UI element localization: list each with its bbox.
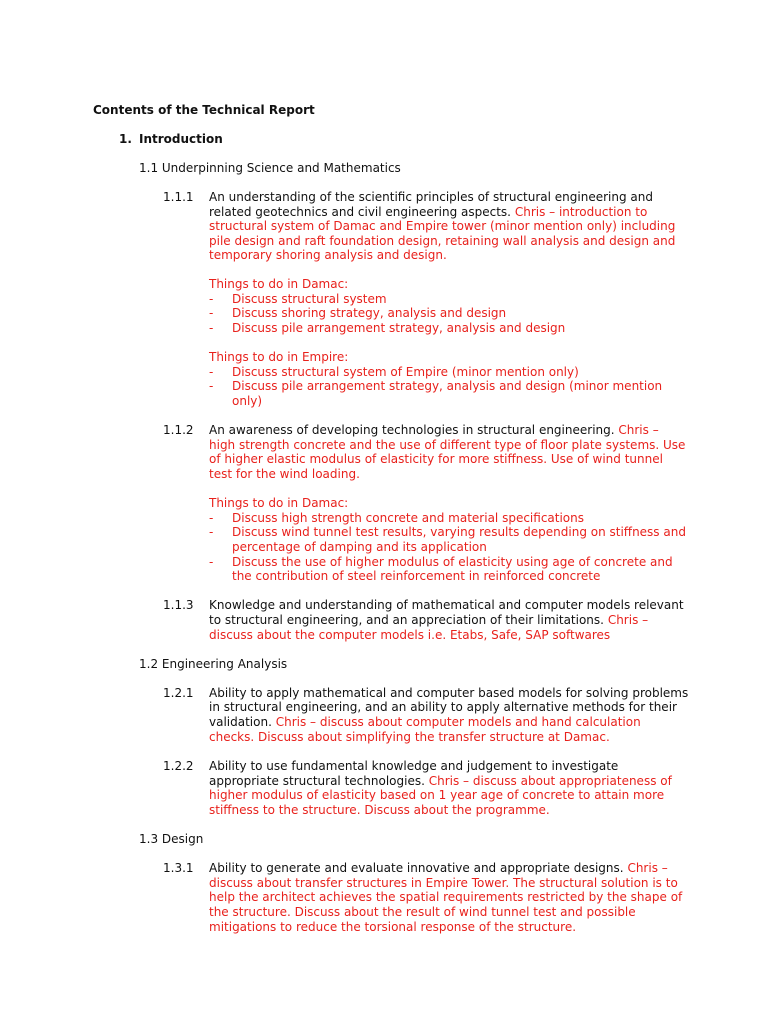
item-1-3-1-note-line: the structure. Discuss about the result of wind tunnel test and possible — [209, 905, 636, 919]
item-1-3-1-line — [209, 861, 668, 876]
item-1-2-2-number: 1.2.2 — [163, 759, 194, 773]
item-1-1-2-note: Chris – — [618, 423, 659, 437]
bullet-dash: - — [209, 511, 214, 525]
todo-item: Discuss pile arrangement strategy, analysis and design — [232, 321, 566, 335]
item-1-1-3-line — [209, 613, 648, 628]
item-1-2-1-line: Ability to apply mathematical and computer based models for solving problems — [209, 686, 689, 700]
subsection-1-2-heading: 1.2 Engineering Analysis — [139, 657, 288, 671]
bullet-dash: - — [209, 555, 214, 569]
item-1-3-1-note-line: mitigations to reduce the torsional response of the structure. — [209, 920, 577, 934]
item-1-1-3-text: to structural engineering, and an appreciation of their limitations. — [209, 613, 604, 627]
item-1-1-1-note-line: temporary shoring analysis and design. — [209, 248, 447, 262]
item-1-1-1-text: related geotechnics and civil engineering aspects. — [209, 205, 511, 219]
item-1-1-1-number: 1.1.1 — [163, 190, 194, 204]
damac-todo-heading: Things to do in Damac: — [209, 277, 349, 291]
item-1-2-2-line — [209, 774, 672, 789]
section-1-number: 1. — [119, 132, 132, 146]
item-1-1-2-number: 1.1.2 — [163, 423, 194, 437]
item-1-2-1-note-line: checks. Discuss about simplifying the transfer structure at Damac. — [209, 730, 610, 744]
item-1-2-2-note-line: higher modulus of elasticity based on 1 year age of concrete to attain more — [209, 788, 665, 802]
item-1-1-1-line: An understanding of the scientific principles of structural engineering and — [209, 190, 653, 204]
item-1-1-1-note-line: structural system of Damac and Empire tower (minor mention only) including — [209, 219, 676, 233]
subsection-1-3-heading: 1.3 Design — [139, 832, 204, 846]
item-1-3-1-note-line: discuss about transfer structures in Empire Tower. The structural solution is to — [209, 876, 678, 890]
item-1-1-1-note-line: pile design and raft foundation design, retaining wall analysis and design and — [209, 234, 676, 248]
empire-todo-heading: Things to do in Empire: — [209, 350, 349, 364]
todo-item: Discuss wind tunnel test results, varying results depending on stiffness and — [232, 525, 686, 539]
bullet-dash: - — [209, 525, 214, 539]
item-1-2-1-text: validation. — [209, 715, 272, 729]
bullet-dash: - — [209, 379, 214, 393]
todo-item: Discuss shoring strategy, analysis and design — [232, 306, 507, 320]
bullet-dash: - — [209, 365, 214, 379]
todo-item-continued: the contribution of steel reinforcement in reinforced concrete — [232, 569, 601, 583]
item-1-2-1-note: Chris – discuss about computer models and hand calculation — [275, 715, 641, 729]
todo-item-continued: percentage of damping and its application — [232, 540, 487, 554]
item-1-3-1-number: 1.3.1 — [163, 861, 194, 875]
todo-item: Discuss pile arrangement strategy, analysis and design (minor mention — [232, 379, 663, 393]
item-1-1-3-line: Knowledge and understanding of mathematical and computer models relevant — [209, 598, 684, 612]
report-title: Contents of the Technical Report — [93, 103, 315, 117]
todo-item: Discuss high strength concrete and material specifications — [232, 511, 585, 525]
item-1-1-3-number: 1.1.3 — [163, 598, 194, 612]
item-1-1-3-note: Chris – — [607, 613, 649, 627]
item-1-1-2-line — [209, 423, 659, 438]
todo-item: Discuss structural system of Empire (minor mention only) — [232, 365, 579, 379]
bullet-dash: - — [209, 292, 214, 306]
item-1-2-2-note-line: stiffness to the structure. Discuss about the programme. — [209, 803, 550, 817]
item-1-1-2-text: An awareness of developing technologies in structural engineering. — [209, 423, 615, 437]
item-1-1-2-note-line: high strength concrete and the use of different type of floor plate systems. Use — [209, 438, 686, 452]
item-1-2-1-line: in structural engineering, and an ability to apply alternative methods for their — [209, 700, 677, 714]
todo-item: Discuss the use of higher modulus of elasticity using age of concrete and — [232, 555, 673, 569]
item-1-2-2-line: Ability to use fundamental knowledge and judgement to investigate — [209, 759, 619, 773]
item-1-1-1-line — [209, 205, 647, 220]
item-1-1-3-note-line: discuss about the computer models i.e. Etabs, Safe, SAP softwares — [209, 628, 611, 642]
item-1-3-1-note: Chris – — [627, 861, 668, 875]
item-1-2-2-note: Chris – discuss about appropriateness of — [428, 774, 672, 788]
item-1-2-2-text: appropriate structural technologies. — [209, 774, 425, 788]
todo-item-continued: only) — [232, 394, 263, 408]
item-1-1-1-note: Chris – introduction to — [514, 205, 648, 219]
item-1-3-1-text: Ability to generate and evaluate innovative and appropriate designs. — [209, 861, 624, 875]
subsection-1-1-heading: 1.1 Underpinning Science and Mathematics — [139, 161, 401, 175]
item-1-1-2-note-line: of higher elastic modulus of elasticity for more stiffness. Use of wind tunnel — [209, 452, 663, 466]
section-1-title: Introduction — [139, 132, 223, 146]
item-1-2-1-number: 1.2.1 — [163, 686, 194, 700]
item-1-2-1-line — [209, 715, 641, 730]
item-1-1-2-note-line: test for the wind loading. — [209, 467, 360, 481]
bullet-dash: - — [209, 321, 214, 335]
item-1-3-1-note-line: help the architect achieves the spatial requirements restricted by the shape of — [209, 890, 683, 904]
bullet-dash: - — [209, 306, 214, 320]
todo-item: Discuss structural system — [232, 292, 387, 306]
damac-todo-heading: Things to do in Damac: — [209, 496, 349, 510]
